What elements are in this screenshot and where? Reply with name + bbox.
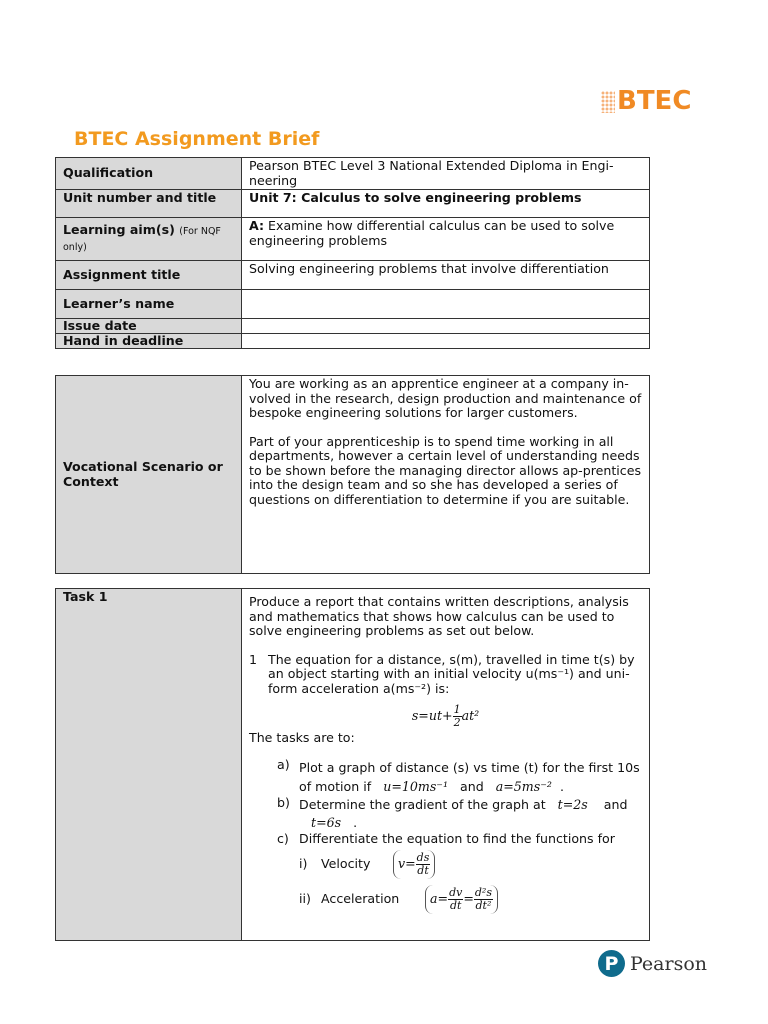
task-c-label: c)	[277, 830, 289, 846]
v-lhs: v=	[398, 856, 416, 871]
btec-logo	[601, 86, 691, 116]
and-text: and	[603, 796, 628, 812]
page-title: BTEC Assignment Brief	[74, 128, 320, 150]
and-text: and	[460, 778, 484, 794]
a-den1: dt	[449, 899, 462, 912]
deadline-label: Hand in deadline	[56, 334, 242, 349]
aim-prefix: A:	[249, 218, 265, 233]
aim-note: (For NQF only)	[63, 225, 221, 253]
scenario-label: Vocational Scenario or Context	[56, 376, 242, 574]
period: .	[353, 814, 358, 830]
info-table	[55, 157, 650, 349]
scenario-paragraph: You are working as an apprentice engineer at a company in-volved in the research, design production and maintenance of bespoke engineering solutions for larger customers.	[249, 376, 642, 420]
unit-label: Unit number and title	[56, 190, 242, 218]
qualification-value: Pearson BTEC Level 3 National Extended Diploma in Engi-neering	[242, 158, 650, 190]
question-text: The equation for a distance, s(m), travelled in time t(s) by an object starting with an initial velocity u(ms⁻¹) and uni-form acceleration a(ms⁻²) is:	[268, 651, 635, 696]
tasks-intro: The tasks are to:	[249, 730, 355, 745]
task-a-label: a)	[277, 756, 290, 772]
distance-equation	[249, 704, 642, 729]
task-table	[55, 588, 650, 941]
eq-den: 2	[453, 716, 461, 729]
task-intro: Produce a report that contains written descriptions, analysis and mathematics that shows how calculus can be used to solve engineering problems as set out below.	[249, 594, 629, 638]
dots-icon	[601, 91, 615, 113]
assignment-title-value: Solving engineering problems that involve differentiation	[242, 261, 650, 290]
learner-name-field[interactable]	[242, 290, 650, 319]
ci-label: i)	[299, 856, 308, 872]
task-label: Task 1	[56, 589, 242, 941]
a-value: a=5ms⁻²	[495, 778, 552, 794]
eq-num: 1	[453, 703, 461, 716]
task-a	[249, 758, 642, 796]
task-c-ii	[249, 885, 642, 914]
btec-logo-text: BTEC	[617, 86, 692, 116]
assignment-title-label: Assignment title	[56, 261, 242, 290]
a-den2: dt²	[475, 899, 492, 912]
t1-value: t=2s	[557, 796, 588, 812]
task-c	[249, 832, 642, 847]
aim-label	[56, 218, 242, 261]
a-lhs: a=	[430, 891, 449, 906]
eq-lhs: s=ut+	[411, 708, 453, 723]
task-b-text: Determine the gradient of the graph at	[299, 796, 546, 812]
task-a-text: Plot a graph of distance (s) vs time (t) for the first 10s of motion if	[299, 759, 640, 794]
aim-text: Examine how differential calculus can be used to solve engineering problems	[249, 218, 615, 248]
pearson-logo	[598, 950, 707, 977]
ci-text: Velocity	[321, 856, 371, 872]
a-num1: dv	[449, 886, 463, 899]
v-num: ds	[416, 851, 430, 864]
scenario-table	[55, 375, 650, 574]
task-c-i	[249, 850, 642, 879]
question-number: 1	[249, 651, 258, 667]
eq-rhs: at²	[461, 708, 480, 723]
task-b	[249, 796, 642, 832]
question-1	[249, 653, 642, 697]
a-equals: =	[463, 891, 474, 906]
a-num2: d²s	[474, 886, 492, 899]
scenario-content	[242, 376, 650, 574]
issue-date-label: Issue date	[56, 319, 242, 334]
aim-value	[242, 218, 650, 261]
pearson-mark-icon: P	[598, 950, 625, 977]
unit-value: Unit 7: Calculus to solve engineering problems	[242, 190, 650, 218]
task-b-label: b)	[277, 794, 290, 810]
aim-label-text: Learning aim(s)	[63, 221, 175, 237]
deadline-field[interactable]	[242, 334, 650, 349]
cii-text: Acceleration	[321, 891, 400, 907]
qualification-label: Qualification	[56, 158, 242, 190]
v-den: dt	[417, 864, 429, 877]
issue-date-field[interactable]	[242, 319, 650, 334]
task-c-text: Differentiate the equation to find the functions for	[299, 830, 615, 846]
learner-name-label: Learner’s name	[56, 290, 242, 319]
acceleration-equation	[425, 885, 498, 914]
pearson-logo-text: Pearson	[630, 952, 708, 975]
scenario-paragraph: Part of your apprenticeship is to spend time working in all departments, however a certain level of understanding needs to be shown before the managing director allows ap-prentices into the design team and so she has developed a series of questions on differentiation to determine if you are suitable.	[249, 433, 642, 507]
velocity-equation	[393, 850, 435, 879]
t2-value: t=6s	[311, 814, 342, 830]
cii-label: ii)	[299, 891, 311, 907]
period: .	[559, 778, 564, 794]
task-content	[242, 589, 650, 941]
u-value: u=10ms⁻¹	[383, 778, 448, 794]
